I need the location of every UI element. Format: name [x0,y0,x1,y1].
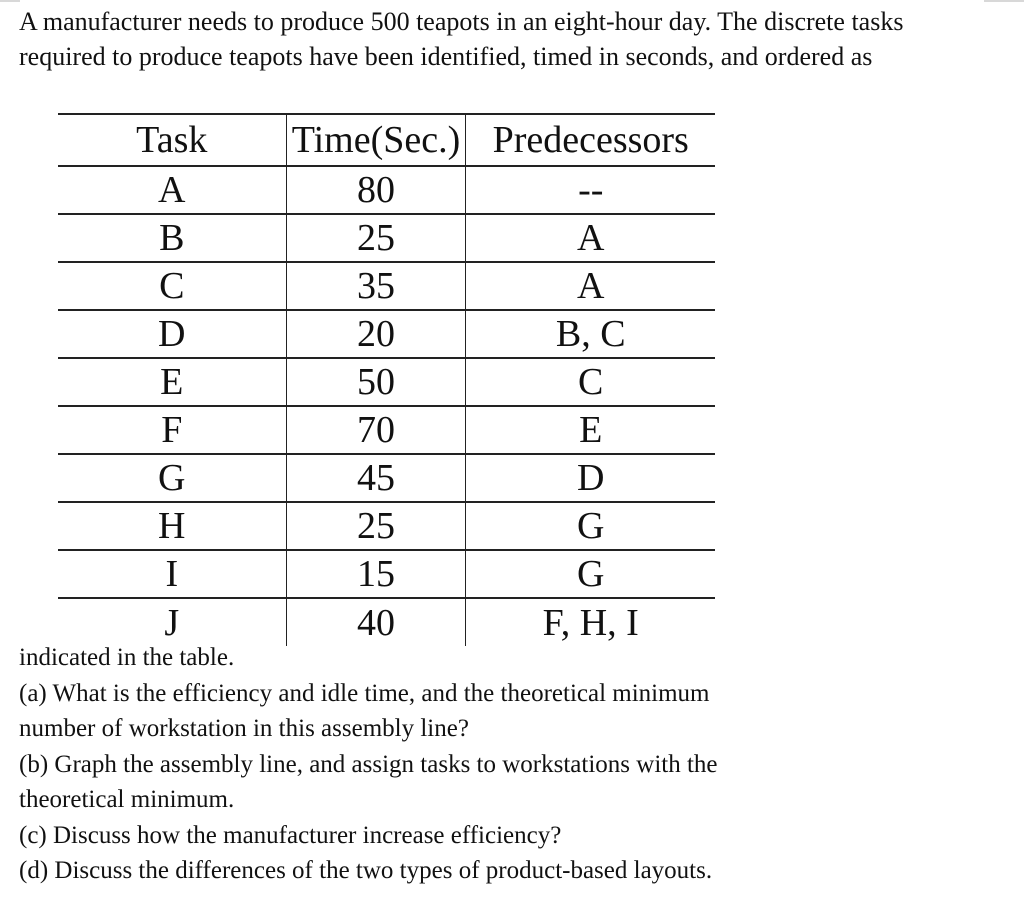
cell-time: 40 [286,598,466,646]
table-row [58,502,715,550]
cell-task: B [58,214,286,262]
task-table [58,113,715,646]
top-left-divider [0,0,20,2]
cell-predecessors: A [466,262,715,310]
cell-task: J [164,601,180,644]
cell-predecessors: F, H, I [542,601,639,644]
cell-time: 35 [286,262,466,310]
cell-time: 25 [286,502,466,550]
intro-line-1: A manufacturer needs to produce 500 teapots in an eight-hour day. The discrete tasks [19,7,904,36]
cell-task: A [58,166,286,214]
cell-task: E [58,358,286,406]
question-d: (d) Discuss the differences of the two types of product-based layouts. [19,857,713,884]
cell-predecessors: D [466,454,715,502]
table-row [58,262,715,310]
cell-time: 80 [286,166,466,214]
cell-predecessors: G [466,550,715,598]
table-row [58,598,715,646]
table-row [58,550,715,598]
cell-task: F [58,406,286,454]
question-c: (c) Discuss how the manufacturer increase efficiency? [19,821,562,849]
table-row [58,214,715,262]
cell-task: C [58,262,286,310]
intro-continuation: indicated in the table. [19,644,235,671]
cell-time: 45 [286,454,466,502]
header-time: Time(Sec.) [286,114,466,166]
question-a-line-1: (a) What is the efficiency and idle time, and the theoretical minimum [19,679,710,707]
top-right-divider [984,0,1024,2]
cell-task: H [58,502,286,550]
intro-paragraph [19,4,1009,74]
table-row [58,454,715,502]
question-a-line-2: number of workstation in this assembly line? [19,715,469,742]
question-b-line-1: (b) Graph the assembly line, and assign tasks to workstations with the [19,750,718,778]
table-row [58,358,715,406]
intro-line-2: required to produce teapots have been identified, timed in seconds, and ordered as [19,42,873,71]
table-row [58,166,715,214]
table-header-row [58,114,715,166]
cell-predecessors: B, C [466,310,715,358]
cell-task: I [58,550,286,598]
header-task: Task [58,114,286,166]
cell-predecessors: A [466,214,715,262]
cell-predecessors: C [466,358,715,406]
questions-block [19,640,919,889]
table-row [58,310,715,358]
table-row [58,406,715,454]
question-b-line-2: theoretical minimum. [19,786,235,813]
cell-predecessors: -- [466,166,715,214]
cell-time: 50 [286,358,466,406]
cell-predecessors: E [466,406,715,454]
cell-task: G [58,454,286,502]
cell-time: 70 [286,406,466,454]
header-predecessors: Predecessors [466,114,715,166]
cell-time: 25 [286,214,466,262]
cell-predecessors: G [466,502,715,550]
cell-task: D [58,310,286,358]
cell-time: 15 [286,550,466,598]
cell-time: 20 [286,310,466,358]
